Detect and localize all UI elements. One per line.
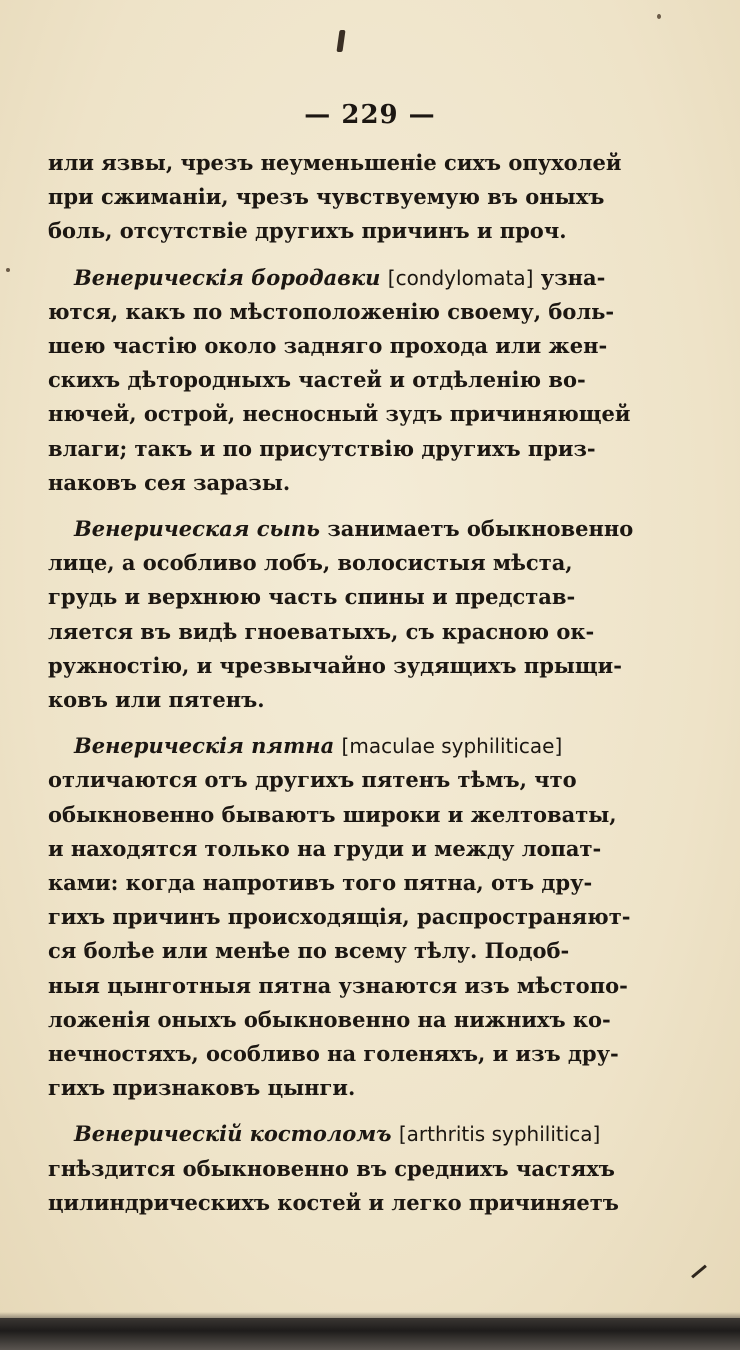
- page-number: — 229 —: [304, 100, 436, 130]
- term-heading: Венерическая сыпь: [74, 516, 321, 542]
- paper-speck: [6, 268, 10, 272]
- paragraph-first-line: [48, 1117, 638, 1151]
- term-heading: Венерическiя пятна: [74, 733, 335, 759]
- text-line: ками: когда напротивъ того пятна, отъ дру-: [48, 870, 593, 896]
- text-line: ныя цынготныя пятна узнаются изъ мѣстопо-: [48, 972, 628, 998]
- text-line: обыкновенно бываютъ широки и желтоваты,: [48, 801, 617, 827]
- paragraph-first-line: [48, 261, 638, 295]
- text-line: лице, а особливо лобъ, волосистыя мѣста,: [48, 550, 573, 576]
- body-text: [48, 146, 638, 1220]
- text-line: гнѣздится обыкновенно въ среднихъ частяхъ: [48, 1155, 615, 1181]
- text-fragment: занимаетъ обыкновенно: [327, 516, 634, 542]
- text-line: ляется въ видѣ гноеватыхъ, съ красною ок-: [48, 618, 595, 644]
- text-line: боль, отсутствiе другихъ причинъ и проч.: [48, 218, 567, 244]
- text-line: грудь и верхнюю часть спины и представ-: [48, 584, 576, 610]
- ink-mark: [336, 30, 345, 52]
- text-line: и находятся только на груди и между лопат-: [48, 835, 602, 861]
- text-line: при сжиманiи, чрезъ чувствуемую въ оныхъ: [48, 184, 605, 210]
- term-heading: Венерическiй костоломъ: [74, 1121, 392, 1147]
- text-line: ются, какъ по мѣстоположенiю своему, боль-: [48, 298, 615, 324]
- text-line: влаги; такъ и по присутствiю другихъ приз-: [48, 435, 596, 461]
- text-line: скихъ дѣтородныхъ частей и отдѣленiю во-: [48, 367, 586, 393]
- latin-term: [maculae syphiliticae]: [341, 734, 563, 759]
- text-line: ковъ или пятенъ.: [48, 687, 265, 713]
- text-line: наковъ сея заразы.: [48, 469, 291, 495]
- text-line: или язвы, чрезъ неуменьшенiе сихъ опухолей: [48, 150, 622, 175]
- text-line: цилиндрическихъ костей и легко причиняетъ: [48, 1189, 619, 1215]
- paragraph-first-line: [48, 729, 638, 763]
- paragraph-first-line: [48, 512, 638, 546]
- paper-speck: [657, 14, 661, 19]
- term-heading: Венерическiя бородавки: [74, 264, 381, 290]
- text-line: ся болѣе или менѣе по всему тѣлу. Подоб-: [48, 938, 570, 964]
- text-fragment: узна-: [540, 264, 606, 290]
- text-line: нючей, острой, несносный зудъ причиняющей: [48, 401, 631, 427]
- text-line: отличаются отъ другихъ пятенъ тѣмъ, что: [48, 767, 577, 793]
- text-line: гихъ причинъ происходящiя, распространяют-: [48, 904, 631, 930]
- text-line: ружностiю, и чрезвычайно зудящихъ прыщи-: [48, 652, 622, 678]
- text-line: нечностяхъ, особливо на голеняхъ, и изъ дру-: [48, 1041, 619, 1067]
- text-line: гихъ признаковъ цынги.: [48, 1075, 356, 1101]
- pencil-mark: [691, 1265, 707, 1279]
- latin-term: [arthritis syphilitica]: [398, 1122, 601, 1147]
- text-line: шею частiю около задняго прохода или жен-: [48, 333, 608, 359]
- text-line: ложенiя оныхъ обыкновенно на нижнихъ ко-: [48, 1006, 611, 1032]
- scan-edge-shadow: [0, 1318, 740, 1350]
- latin-term: [condylomata]: [387, 265, 534, 290]
